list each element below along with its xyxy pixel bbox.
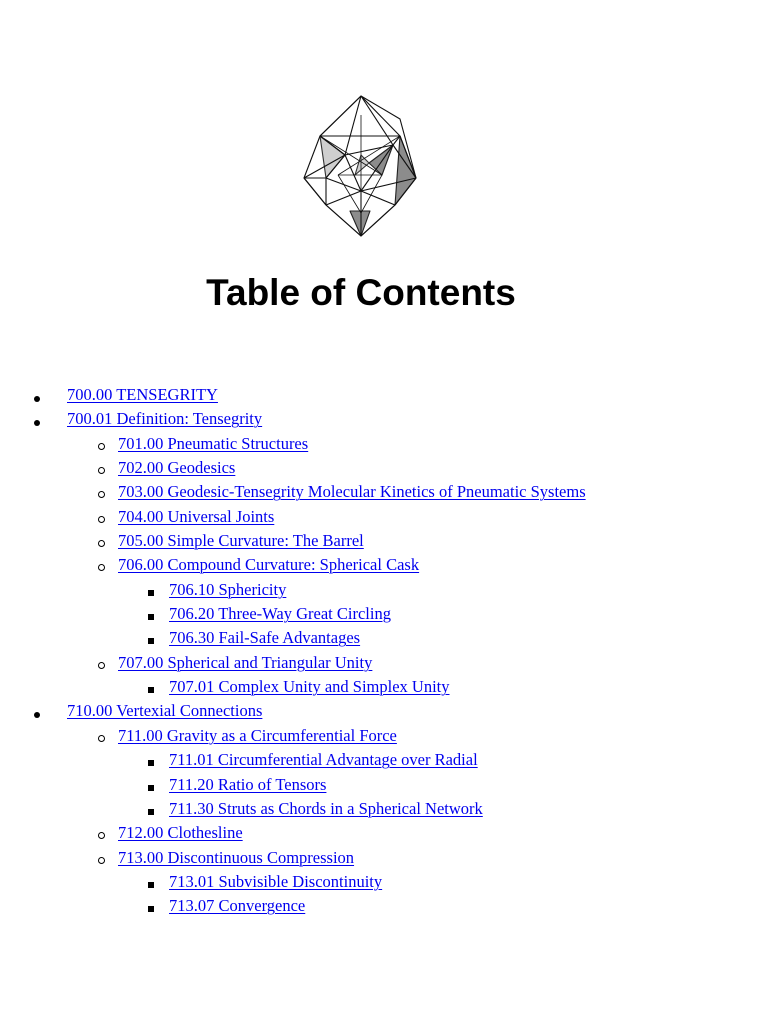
toc-link[interactable]: 713.00 Discontinuous Compression (118, 847, 355, 867)
toc-link[interactable]: 713.07 Convergence (169, 896, 306, 916)
toc-item (0, 724, 768, 748)
toc-link[interactable]: 703.00 Geodesic-Tensegrity Molecular Kinetics of Pneumatic Systems (118, 482, 586, 502)
tensegrity-icosahedron-icon (298, 93, 424, 239)
toc-item (0, 675, 768, 699)
toc-link[interactable]: 706.30 Fail-Safe Advantages (169, 628, 361, 648)
toc-item (0, 407, 768, 431)
page-title: Table of Contents (206, 272, 516, 313)
toc-item (0, 821, 768, 845)
toc-link[interactable]: 711.20 Ratio of Tensors (169, 774, 327, 794)
toc-link[interactable]: 706.20 Three-Way Great Circling (169, 604, 391, 624)
toc-link[interactable]: 712.00 Clothesline (118, 823, 243, 843)
toc-item (0, 529, 768, 553)
toc-link[interactable]: 707.00 Spherical and Triangular Unity (118, 652, 373, 672)
toc-item (0, 651, 768, 675)
toc-link[interactable]: 711.30 Struts as Chords in a Spherical Network (169, 798, 483, 818)
toc-item (0, 699, 768, 723)
toc-item (0, 797, 768, 821)
toc-link[interactable]: 713.01 Subvisible Discontinuity (169, 871, 383, 891)
toc-link[interactable]: 702.00 Geodesics (118, 458, 236, 478)
toc-item (0, 553, 768, 577)
toc-link[interactable]: 706.10 Sphericity (169, 579, 287, 599)
toc-item (0, 505, 768, 529)
toc-item (0, 456, 768, 480)
toc-link[interactable]: 706.00 Compound Curvature: Spherical Cask (118, 555, 420, 575)
toc-link[interactable]: 704.00 Universal Joints (118, 506, 275, 526)
toc-item (0, 773, 768, 797)
toc-link[interactable]: 700.01 Definition: Tensegrity (67, 409, 263, 429)
toc-link[interactable]: 705.00 Simple Curvature: The Barrel (118, 531, 364, 551)
toc-link[interactable]: 707.01 Complex Unity and Simplex Unity (169, 677, 450, 697)
toc-item (0, 383, 768, 407)
toc-link[interactable]: 710.00 Vertexial Connections (67, 701, 263, 721)
toc-item (0, 578, 768, 602)
toc-link[interactable]: 711.00 Gravity as a Circumferential Force (118, 725, 397, 745)
toc-item (0, 626, 768, 650)
toc-item (0, 748, 768, 772)
toc-item (0, 870, 768, 894)
toc-item (0, 480, 768, 504)
toc-item (0, 894, 768, 918)
toc-link[interactable]: 700.00 TENSEGRITY (67, 385, 218, 404)
toc-link[interactable]: 701.00 Pneumatic Structures (118, 433, 309, 453)
table-of-contents (0, 383, 768, 919)
toc-item (0, 432, 768, 456)
toc-item (0, 846, 768, 870)
toc-item (0, 602, 768, 626)
toc-link[interactable]: 711.01 Circumferential Advantage over Radial (169, 750, 478, 770)
